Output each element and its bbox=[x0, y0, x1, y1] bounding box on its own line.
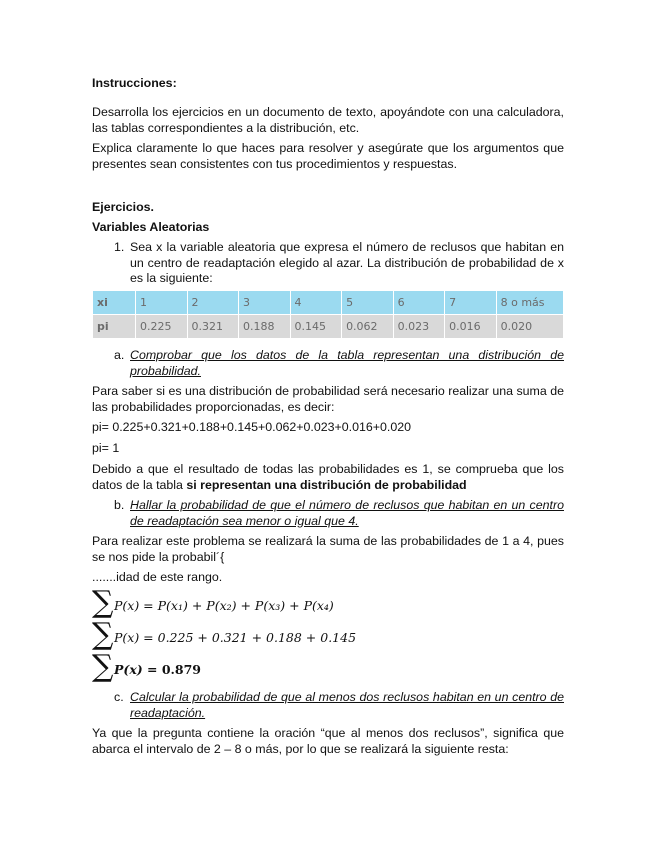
table-cell: 7 bbox=[445, 291, 497, 315]
question-text: Calcular la probabilidad de que al menos dos reclusos habitan en un centro de readaptación. bbox=[130, 690, 564, 720]
table-cell: 8 o más bbox=[496, 291, 563, 315]
item-letter: a. bbox=[114, 348, 125, 362]
part-a-question bbox=[114, 348, 564, 379]
formula-2 bbox=[92, 617, 392, 654]
table-cell: 4 bbox=[290, 291, 342, 315]
table-cell: 0.020 bbox=[496, 315, 563, 339]
instructions-paragraph-2: Explica claramente lo que haces para resolver y asegúrate que los argumentos que presentes sean consistentes con tus procedimientos y respuestas. bbox=[92, 141, 564, 171]
conclusion-bold: si representan una distribución de probabilidad bbox=[186, 477, 467, 492]
table-cell: 0.321 bbox=[187, 315, 239, 339]
table-cell: 3 bbox=[239, 291, 291, 315]
item-number: 1. bbox=[114, 240, 125, 254]
table-cell: 5 bbox=[342, 291, 394, 315]
item-letter: c. bbox=[114, 690, 124, 704]
question-text: Hallar la probabilidad de que el número de reclusos que habitan en un centro de readaptación sea menor o igual que 4. bbox=[130, 498, 564, 528]
table-cell: 2 bbox=[187, 291, 239, 315]
table-row-xi bbox=[93, 291, 564, 315]
part-c-question bbox=[114, 690, 564, 721]
summation-icon: ∑ bbox=[92, 585, 114, 620]
formula-3 bbox=[92, 649, 392, 686]
item-text: Sea x la variable aleatoria que expresa el número de reclusos que habitan en un centro de readaptación elegido al azar. La distribución de probabilidad de x es la siguiente: bbox=[130, 240, 564, 285]
table-row-pi bbox=[93, 315, 564, 339]
section-subheading: Variables Aleatorias bbox=[92, 220, 210, 234]
row-label: xi bbox=[93, 291, 136, 315]
table-cell: 0.023 bbox=[393, 315, 445, 339]
table-cell: 6 bbox=[393, 291, 445, 315]
instructions-paragraph-1: Desarrolla los ejercicios en un documento de texto, apoyándote con una calculadora, las tablas correspondientes a la distribución, etc. bbox=[92, 105, 564, 135]
probability-distribution-table bbox=[92, 290, 564, 339]
formula-result: 0.879 bbox=[161, 662, 202, 677]
formula-expression: P(x) = 0.879 bbox=[114, 662, 202, 677]
table-cell: 0.062 bbox=[342, 315, 394, 339]
row-label: pi bbox=[93, 315, 136, 339]
question-text: Comprobar que los datos de la tabla representan una distribución de probabilidad. bbox=[130, 348, 564, 378]
exercise-item-1 bbox=[114, 240, 564, 287]
table-cell: 0.188 bbox=[239, 315, 291, 339]
part-b-paragraph-2: .......idad de este rango. bbox=[92, 570, 223, 584]
part-a-conclusion: Debido a que el resultado de todas las probabilidades es 1, se comprueba que los datos de la tabla si representan una distribución de probabilidad bbox=[92, 462, 564, 492]
summation-icon: ∑ bbox=[92, 617, 114, 652]
table-cell: 1 bbox=[136, 291, 188, 315]
exercises-heading: Ejercicios. bbox=[92, 200, 154, 214]
result-line: pi= 1 bbox=[92, 441, 120, 455]
part-b-question bbox=[114, 498, 564, 529]
formula-1 bbox=[92, 585, 392, 622]
part-a-paragraph: Para saber si es una distribución de probabilidad será necesario realizar una suma de las probabilidades proporcionadas, es decir: bbox=[92, 384, 564, 414]
summation-icon: ∑ bbox=[92, 649, 114, 684]
part-c-paragraph: Ya que la pregunta contiene la oración “que al menos dos reclusos”, significa que abarca el intervalo de 2 – 8 o más, por lo que se realizará la siguiente resta: bbox=[92, 726, 564, 756]
item-letter: b. bbox=[114, 498, 125, 512]
formula-expression: P(x) = 0.225 + 0.321 + 0.188 + 0.145 bbox=[114, 630, 357, 645]
table-cell: 0.225 bbox=[136, 315, 188, 339]
sum-line: pi= 0.225+0.321+0.188+0.145+0.062+0.023+0.016+0.020 bbox=[92, 420, 412, 434]
table-cell: 0.016 bbox=[445, 315, 497, 339]
part-b-paragraph-1: Para realizar este problema se realizará la suma de las probabilidades de 1 a 4, pues se nos pide la probabil´{ bbox=[92, 534, 564, 564]
instructions-heading: Instrucciones: bbox=[92, 76, 177, 90]
formula-expression: P(x) = P(x₁) + P(x₂) + P(x₃) + P(x₄) bbox=[114, 598, 334, 613]
table-cell: 0.145 bbox=[290, 315, 342, 339]
